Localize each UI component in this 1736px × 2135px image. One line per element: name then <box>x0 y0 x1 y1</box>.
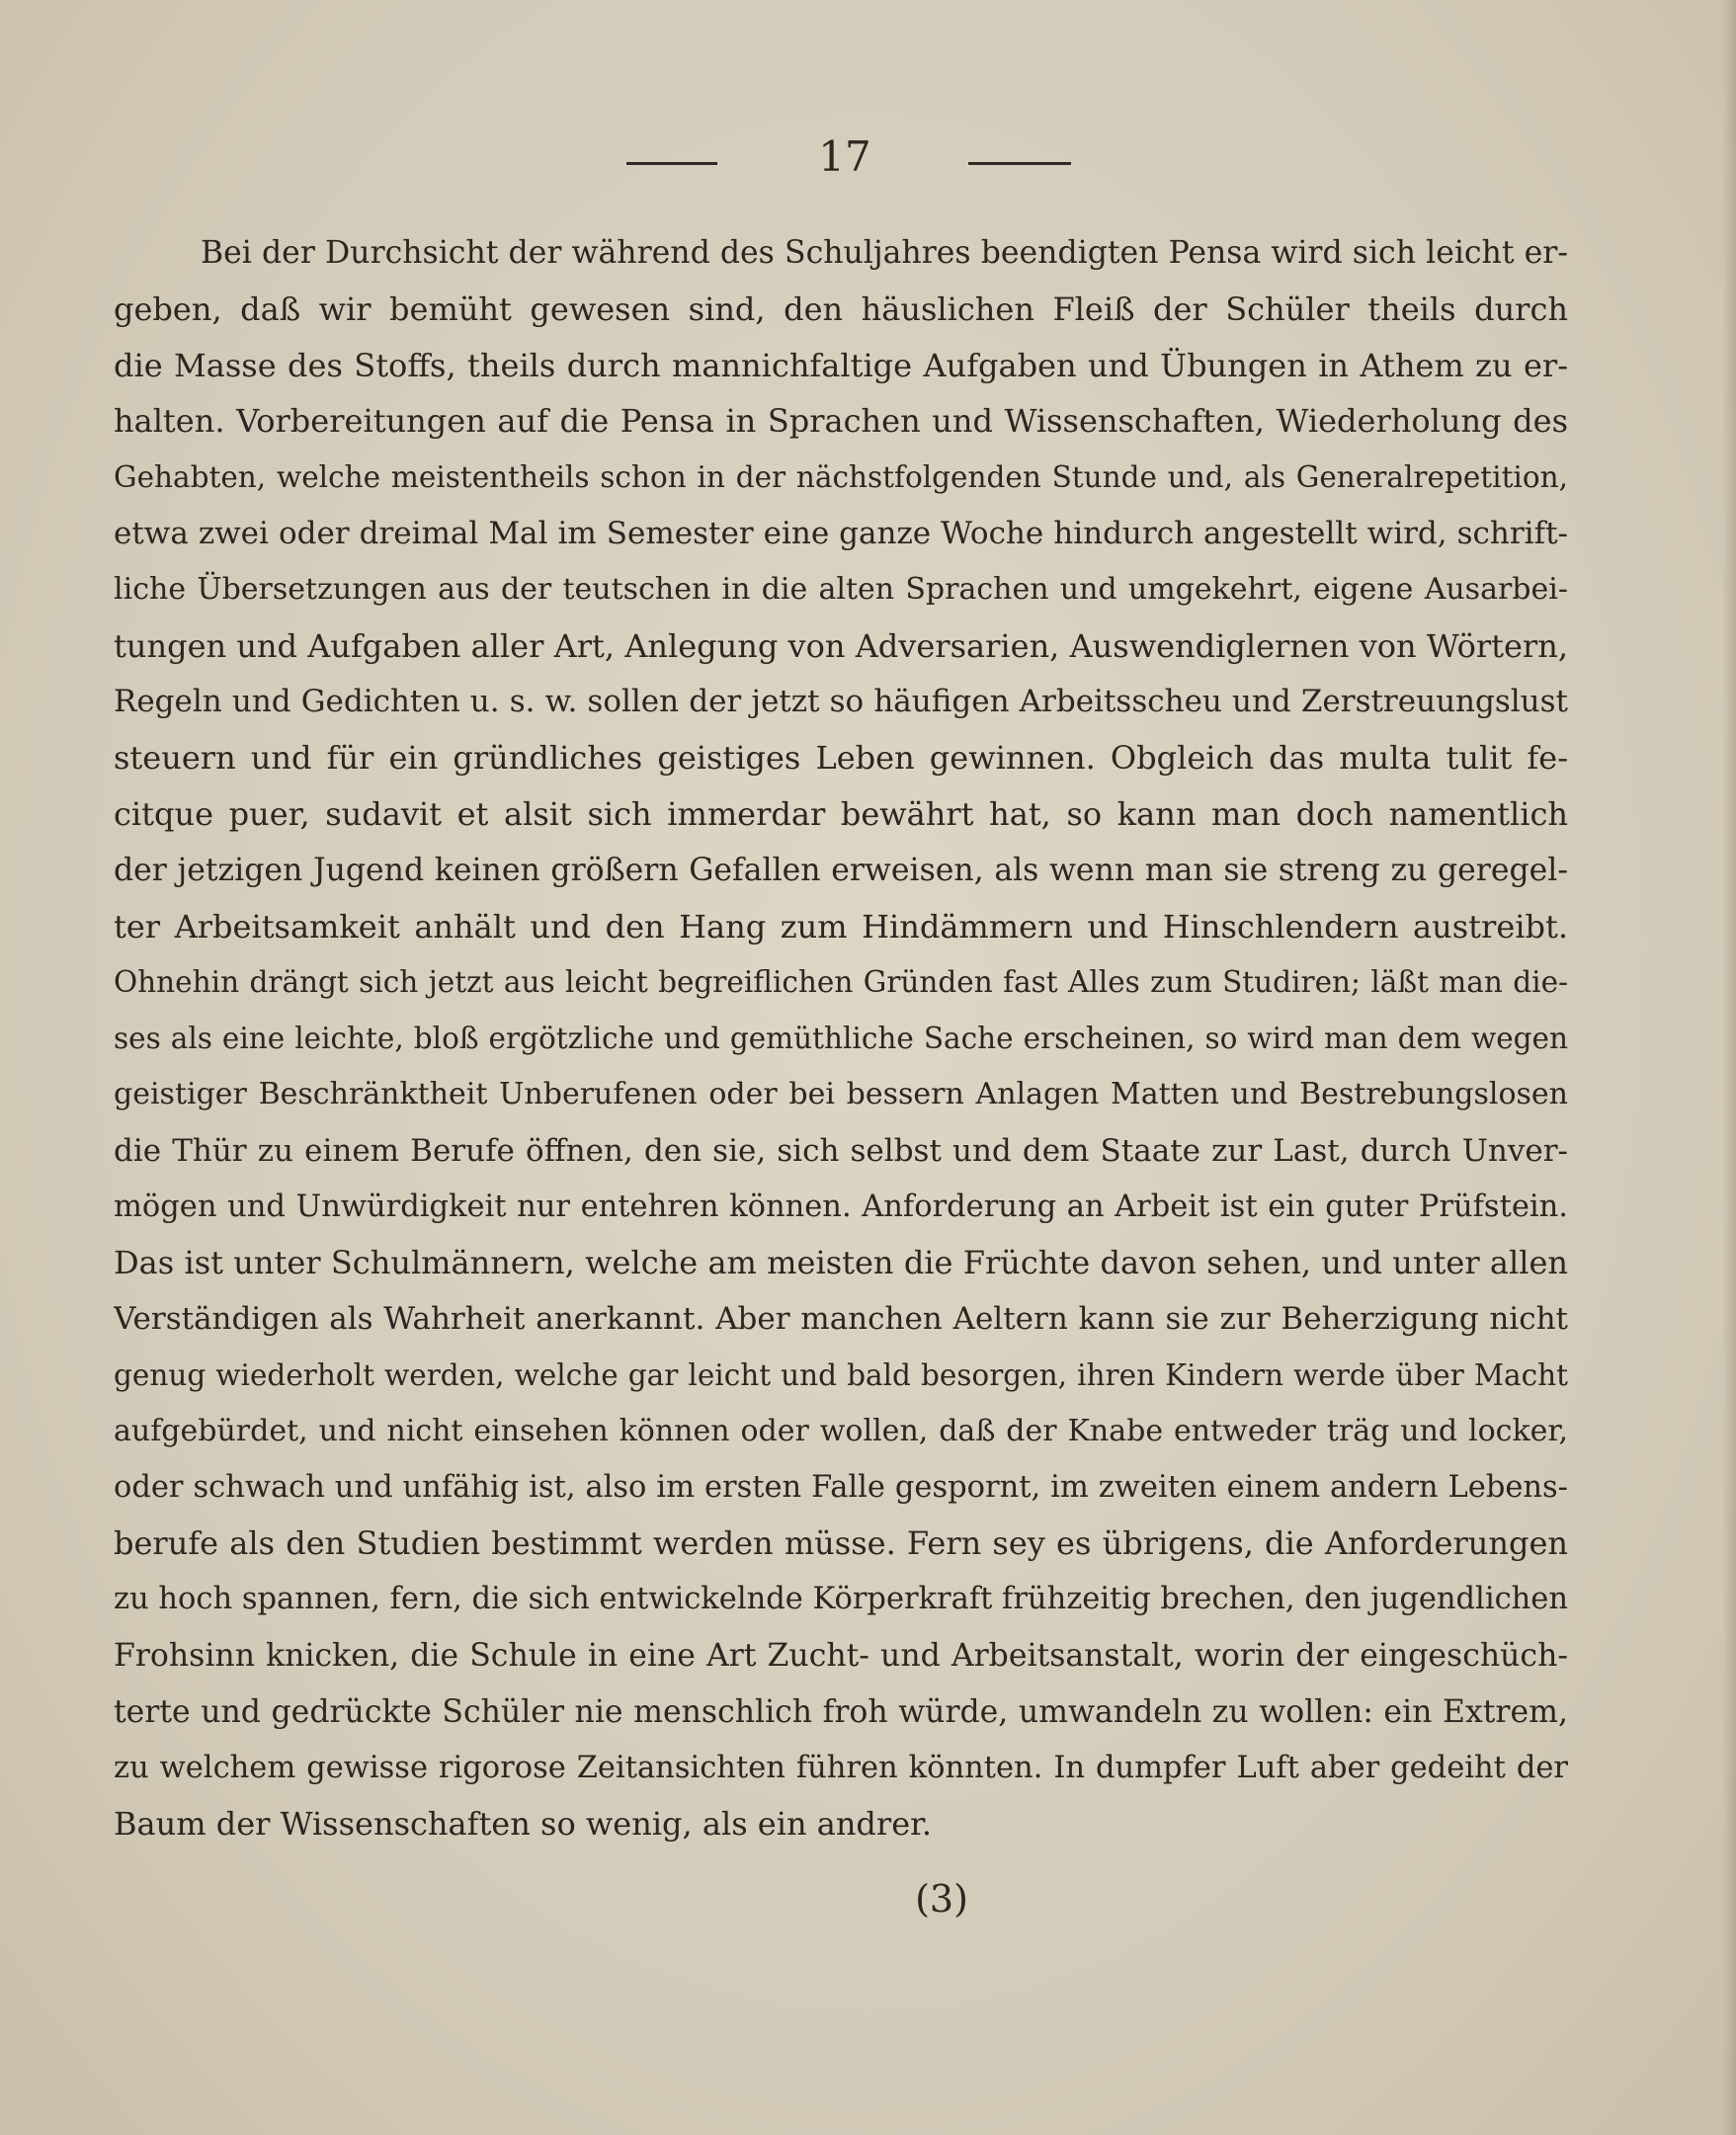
text-line: genug wiederholt werden, welche gar leicht und bald besorgen, ihren Kindern werde über Macht <box>114 1357 1568 1392</box>
text-line: citque puer, sudavit et alsit sich immerdar bewährt hat, so kann man doch namentlich <box>114 794 1568 833</box>
page-number: 17 <box>818 132 871 181</box>
text-line: geistiger Beschränktheit Unberufenen oder bei bessern Anlagen Matten und Bestrebungslosen <box>114 1076 1568 1111</box>
text-line: tungen und Aufgaben aller Art, Anlegung von Adversarien, Auswendiglernen von Wörtern, <box>114 626 1568 665</box>
body-paragraph <box>114 225 1568 1855</box>
text-line: zu welchem gewisse rigorose Zeitansichten führen könnten. In dumpfer Luft aber gedeiht der <box>114 1750 1568 1785</box>
header-dash-right <box>968 162 1071 165</box>
text-line: Das ist unter Schulmännern, welche am meisten die Früchte davon sehen, und unter allen <box>114 1244 1568 1282</box>
text-line: geben, daß wir bemüht gewesen sind, den häuslichen Fleiß der Schüler theils durch <box>114 289 1568 328</box>
text-line: ter Arbeitsamkeit anhält und den Hang zum Hindämmern und Hinschlendern austreibt. <box>114 907 1568 945</box>
text-line: Ohnehin drängt sich jetzt aus leicht begreiflichen Gründen fast Alles zum Studiren; läßt man die- <box>114 965 1568 1000</box>
signature-mark: (3) <box>915 1877 968 1921</box>
text-line: mögen und Unwürdigkeit nur entehren können. Anforderung an Arbeit ist ein guter Prüfstein. <box>114 1189 1568 1224</box>
text-line: steuern und für ein gründliches geistiges Leben gewinnen. Obgleich das multa tulit fe- <box>114 739 1568 778</box>
text-line: liche Übersetzungen aus der teutschen in die alten Sprachen und umgekehrt, eigene Ausarbei- <box>114 571 1568 607</box>
text-line: Bei der Durchsicht der während des Schuljahres beendigten Pensa wird sich leicht er- <box>201 235 1568 271</box>
text-line: halten. Vorbereitungen auf die Pensa in Sprachen und Wissenschaften, Wiederholung des <box>114 402 1568 441</box>
text-line: Frohsinn knicken, die Schule in eine Art Zucht- und Arbeitsanstalt, worin der eingeschüch- <box>114 1637 1568 1674</box>
text-line: Gehabten, welche meistentheils schon in der nächstfolgenden Stunde und, als Generalrepetition, <box>114 460 1568 495</box>
text-line: die Thür zu einem Berufe öffnen, den sie, sich selbst und dem Staate zur Last, durch Unver- <box>114 1132 1568 1169</box>
text-line: der jetzigen Jugend keinen größern Gefallen erweisen, als wenn man sie streng zu geregel- <box>114 852 1568 888</box>
text-line: ses als eine leichte, bloß ergötzliche und gemüthliche Sache erscheinen, so wird man dem wegen <box>114 1022 1568 1056</box>
page-header <box>0 126 1736 196</box>
text-line: Regeln und Gedichten u. s. w. sollen der jetzt so häufigen Arbeitsscheu und Zerstreuungslust <box>114 684 1568 720</box>
page-edge-shadow <box>1722 0 1736 2135</box>
text-line: berufe als den Studien bestimmt werden müsse. Fern sey es übrigens, die Anforderungen <box>114 1524 1568 1563</box>
text-line: terte und gedrückte Schüler nie menschlich froh würde, umwandeln zu wollen: ein Extrem, <box>114 1693 1568 1730</box>
header-dash-left <box>626 162 717 165</box>
text-line: die Masse des Stoffs, theils durch mannichfaltige Aufgaben und Übungen in Athem zu er- <box>114 346 1568 384</box>
text-line: zu hoch spannen, fern, die sich entwickelnde Körperkraft frühzeitig brechen, den jugendlichen <box>114 1582 1568 1617</box>
text-line: Verständigen als Wahrheit anerkannt. Aber manchen Aeltern kann sie zur Beherzigung nicht <box>114 1301 1568 1338</box>
text-line: Baum der Wissenschaften so wenig, als ein andrer. <box>114 1805 933 1844</box>
text-line: etwa zwei oder dreimal Mal im Semester eine ganze Woche hindurch angestellt wird, schrift- <box>114 515 1568 551</box>
text-line: aufgebürdet, und nicht einsehen können oder wollen, daß der Knabe entweder träg und locker, <box>114 1413 1568 1448</box>
text-line: oder schwach und unfähig ist, also im ersten Falle gespornt, im zweiten einem andern Lebens- <box>114 1469 1568 1505</box>
